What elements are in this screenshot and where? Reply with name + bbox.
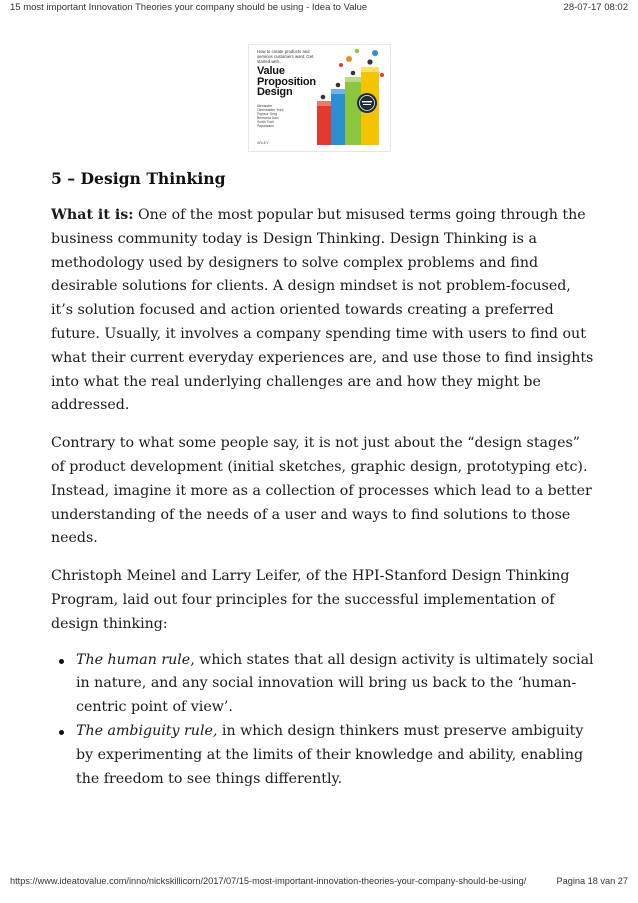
footer-page-number: Pagina 18 van 27 (556, 876, 628, 886)
what-it-is-label: What it is: (51, 207, 134, 223)
cover-title-line-1: Value (257, 65, 285, 77)
header-page-title: 15 most important Innovation Theories your company should be using - Idea to Value (10, 2, 368, 13)
cover-title-line-3: Design (257, 86, 293, 98)
list-item (51, 649, 596, 720)
principle-term: The ambiguity rule, (76, 722, 218, 739)
list-item (51, 720, 596, 791)
paragraph-what-it-is (51, 204, 596, 418)
cover-tagline: How to create products and services customers want. Get started with... (257, 49, 314, 64)
cover-publisher: WILEY (257, 141, 269, 145)
header-timestamp: 28-07-17 08:02 (563, 2, 628, 13)
principle-term: The human rule (76, 651, 191, 668)
section-heading: 5 – Design Thinking (51, 169, 226, 188)
book-cover-image (248, 44, 391, 152)
print-footer (10, 876, 628, 890)
paragraph-principles-intro: Christoph Meinel and Larry Leifer, of the HPI-Stanford Design Thinking Program, laid out four principles for the successful implementation of design thinking: (51, 568, 570, 632)
principle-text: in which design thinkers must preserve ambiguity by experimenting at the limits of their knowledge and ability, enabling the freedom to see things differently. (76, 722, 584, 787)
cover-authors: Alexander Osterwalder Yves Pigneur Greg Bernarda Alan Smith Trish Papadakos (257, 104, 284, 129)
print-header (10, 2, 628, 16)
principles-list (51, 649, 596, 792)
article-section (51, 166, 596, 791)
principle-text: , which states that all design activity is ultimately social in nature, and any social innovation will bring us back to the ‘human-centric point of view’. (76, 651, 594, 716)
footer-url: https://www.ideatovalue.com/inno/nickskillicorn/2017/07/15-most-important-innovation-theories-your-company-should-be-using/ (10, 876, 527, 886)
what-it-is-text: One of the most popular but misused terms going through the business community today is Design Thinking. Design Thinking is a methodology used by designers to solve complex problems and find desirable solutions for clients. A design mindset is not problem-focused, it’s solution focused and action oriented towards creating a preferred future. Usually, it involves a company spending time with users to find out what their current everyday experiences are, and use those to find insights into what the real underlying challenges are and how they might be addressed. (51, 207, 594, 414)
cover-title (257, 66, 317, 98)
paragraph-contrary: Contrary to what some people say, it is not just about the “design stages” of product development (initial sketches, graphic design, prototyping etc). Instead, imagine it more as a collection of processes which lead to a better understanding of the needs of a user and ways to find solutions to those needs. (51, 435, 592, 547)
cover-title-line-2: Proposition (257, 75, 316, 88)
